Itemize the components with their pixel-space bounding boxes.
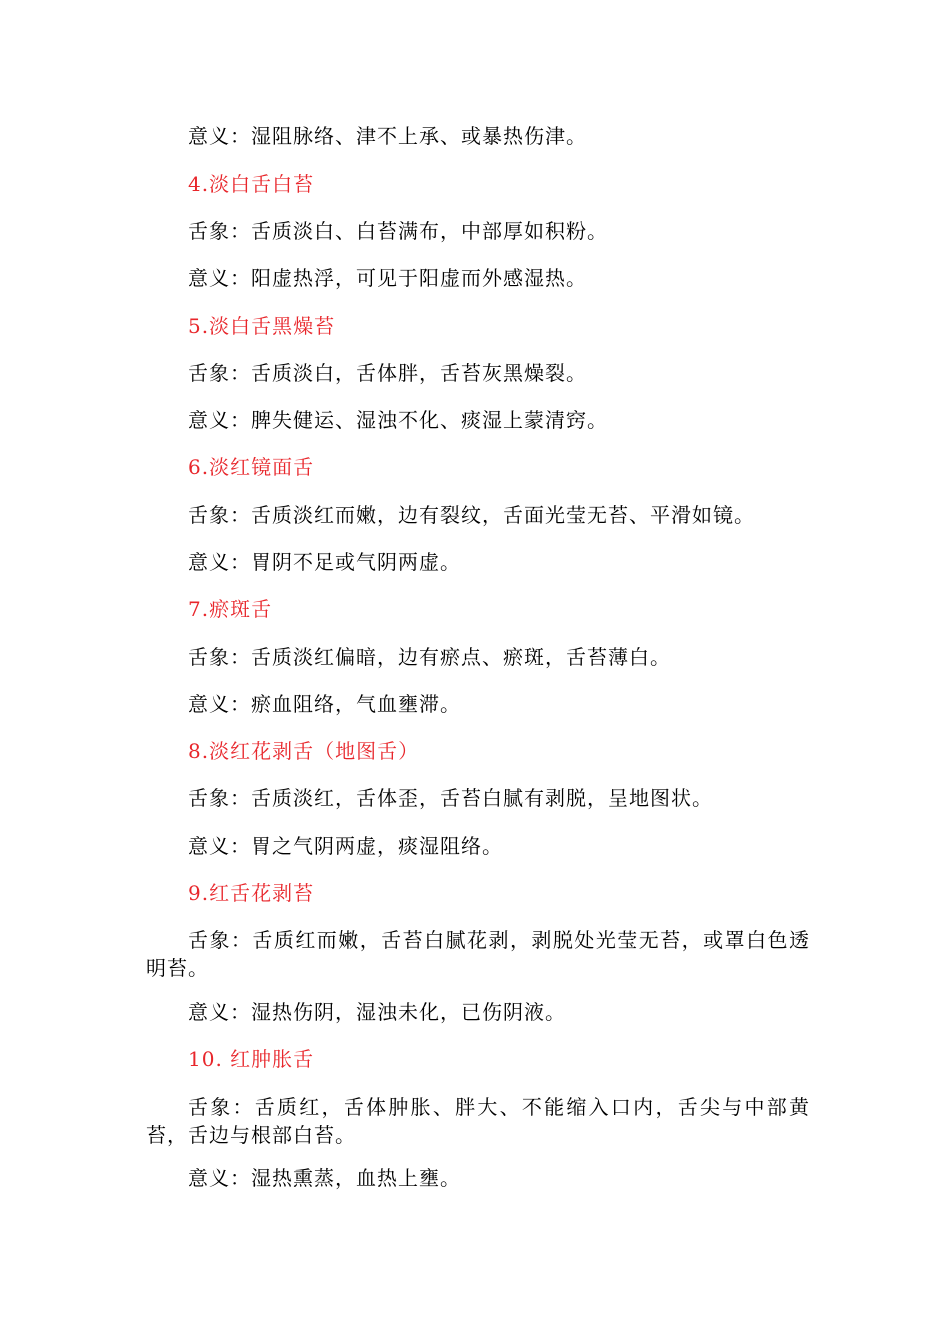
meaning-text: 意义：阳虚热浮，可见于阳虚而外感湿热。 [188, 266, 587, 290]
section-heading: 8.淡红花剥舌（地图舌） [188, 739, 420, 763]
section-heading: 10. 红肿胀舌 [188, 1047, 315, 1071]
section-heading: 4.淡白舌白苔 [188, 172, 315, 196]
appearance-text: 舌象：舌质淡白，舌体胖，舌苔灰黑燥裂。 [188, 361, 587, 385]
meaning-text: 意义：湿热熏蒸，血热上壅。 [188, 1166, 461, 1190]
appearance-text: 舌象：舌质红而嫩，舌苔白腻花剥，剥脱处光莹无苔，或罩白色透明苔。 [146, 928, 810, 980]
appearance-text: 舌象：舌质淡红而嫩，边有裂纹，舌面光莹无苔、平滑如镜。 [188, 503, 755, 527]
appearance-text: 舌象：舌质淡红偏暗，边有瘀点、瘀斑，舌苔薄白。 [188, 645, 671, 669]
appearance-text: 舌象：舌质淡红，舌体歪，舌苔白腻有剥脱，呈地图状。 [188, 786, 713, 810]
appearance-text: 舌象：舌质淡白、白苔满布，中部厚如积粉。 [188, 219, 608, 243]
meaning-text: 意义：胃之气阴两虚，痰湿阻络。 [188, 834, 503, 858]
meaning-text: 意义：湿阻脉络、津不上承、或暴热伤津。 [188, 124, 587, 148]
meaning-text: 意义：脾失健运、湿浊不化、痰湿上蒙清窍。 [188, 408, 608, 432]
appearance-text: 舌象：舌质红，舌体肿胀、胖大、不能缩入口内，舌尖与中部黄苔，舌边与根部白苔。 [146, 1095, 810, 1147]
section-heading: 6.淡红镜面舌 [188, 455, 315, 479]
section-heading: 5.淡白舌黑燥苔 [188, 314, 336, 338]
meaning-text: 意义：胃阴不足或气阴两虚。 [188, 550, 461, 574]
meaning-text: 意义：瘀血阻络，气血壅滞。 [188, 692, 461, 716]
section-heading: 9.红舌花剥苔 [188, 881, 315, 905]
meaning-text: 意义：湿热伤阴，湿浊未化，已伤阴液。 [188, 1000, 566, 1024]
section-heading: 7.瘀斑舌 [188, 597, 273, 621]
